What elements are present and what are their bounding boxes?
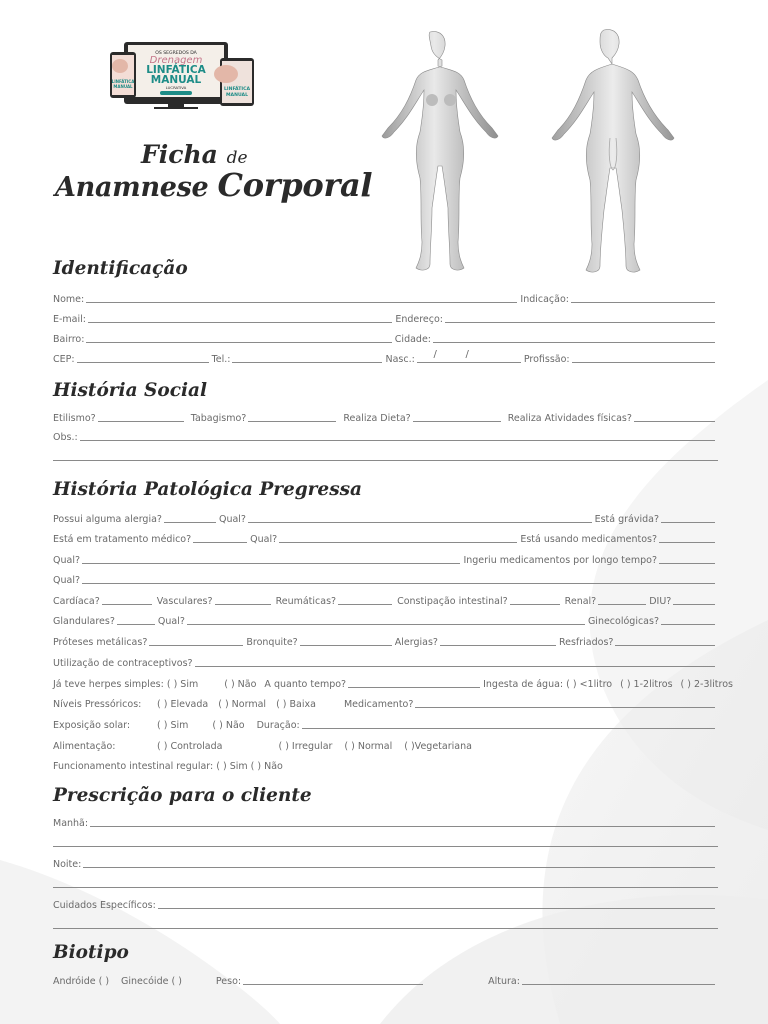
input-qual-longo[interactable] — [82, 583, 715, 584]
option-androide[interactable]: Andróide ( ) — [53, 976, 110, 987]
option-pressao-baixa[interactable]: ( ) Baixa — [276, 699, 316, 710]
label-gravida: Está grávida? — [594, 514, 659, 525]
input-nasc[interactable] — [417, 348, 521, 363]
input-alergia[interactable] — [164, 522, 216, 523]
label-constipacao: Constipação intestinal? — [397, 596, 508, 607]
label-etilismo: Etilismo? — [53, 413, 96, 424]
input-endereco[interactable] — [445, 322, 715, 323]
input-bronquite[interactable] — [300, 645, 392, 646]
input-alergia-qual[interactable] — [248, 522, 592, 523]
row-medicamento-qual — [53, 552, 718, 566]
section-identificacao: Identificação — [53, 258, 188, 279]
input-cardiaca[interactable] — [102, 604, 152, 605]
label-renal: Renal? — [564, 596, 597, 607]
option-ginecoide[interactable]: Ginecóide ( ) — [121, 976, 182, 987]
label-qual-longo: Qual? — [53, 575, 81, 586]
input-renal[interactable] — [598, 604, 646, 605]
label-altura: Altura: — [488, 976, 520, 987]
product-logo — [108, 40, 258, 110]
input-tratamento[interactable] — [193, 542, 247, 543]
row-habitos — [53, 410, 718, 424]
row-proteses — [53, 634, 718, 648]
input-medicamento-qual[interactable] — [82, 563, 460, 564]
section-historia-patologica: História Patológica Pregressa — [53, 479, 363, 500]
title-anamnese: Anamnese — [55, 172, 209, 203]
input-constipacao[interactable] — [510, 604, 560, 605]
label-alimentacao: Alimentação: — [53, 741, 116, 752]
option-alimentacao-irregular[interactable]: ( ) Irregular — [278, 741, 333, 752]
cuidados-extra-line[interactable] — [53, 928, 718, 929]
label-duracao: Duração: — [256, 720, 300, 731]
section-biotipo: Biotipo — [53, 942, 129, 963]
input-reumaticas[interactable] — [338, 604, 392, 605]
label-cep: CEP: — [53, 354, 75, 365]
label-glandulares-qual: Qual? — [157, 616, 185, 627]
input-glandulares[interactable] — [117, 624, 155, 625]
input-nome[interactable] — [86, 302, 517, 303]
label-ingeriu: Ingeriu medicamentos por longo tempo? — [463, 555, 657, 566]
row-doencas — [53, 593, 718, 607]
input-profissao[interactable] — [572, 362, 715, 363]
label-bronquite: Bronquite? — [246, 637, 298, 648]
label-peso: Peso: — [215, 976, 242, 987]
input-usando-med[interactable] — [659, 542, 715, 543]
label-alergia: Possui alguma alergia? — [53, 514, 162, 525]
manha-extra-line[interactable] — [53, 846, 718, 847]
input-proteses[interactable] — [149, 645, 243, 646]
option-herpes-nao[interactable]: ( ) Não — [224, 679, 257, 690]
date-separator-1: / — [433, 349, 437, 360]
input-obs[interactable] — [80, 440, 715, 441]
label-alergias: Alergias? — [394, 637, 438, 648]
option-pressao-elevada[interactable]: ( ) Elevada — [157, 699, 209, 710]
label-cuidados: Cuidados Específicos: — [53, 900, 156, 911]
label-noite: Noite: — [53, 859, 82, 870]
label-contraceptivos: Utilização de contraceptivos? — [53, 658, 193, 669]
label-cardiaca: Cardíaca? — [53, 596, 100, 607]
label-diu: DIU? — [649, 596, 672, 607]
row-email — [53, 311, 718, 325]
row-tratamento — [53, 531, 718, 545]
label-cidade: Cidade: — [394, 334, 431, 345]
option-agua-menos-1[interactable]: Ingesta de água: ( ) <1litro — [483, 679, 613, 690]
row-obs — [53, 429, 718, 443]
label-medicamento-qual: Qual? — [53, 555, 81, 566]
row-pressoricos — [53, 696, 718, 710]
date-separator-2: / — [465, 349, 469, 360]
input-manha[interactable] — [90, 826, 715, 827]
logo-caption: OS SEGREDOS DA — [155, 51, 197, 56]
svg-text:MANUAL: MANUAL — [225, 93, 249, 98]
body-front-figure — [352, 28, 522, 278]
input-glandulares-qual[interactable] — [187, 624, 585, 625]
input-tratamento-qual[interactable] — [279, 542, 517, 543]
label-glandulares: Glandulares? — [53, 616, 115, 627]
row-intestinal — [53, 758, 718, 772]
option-agua-2-3[interactable]: ( ) 2-3litros — [680, 679, 733, 690]
label-vasculares: Vasculares? — [156, 596, 213, 607]
label-proteses: Próteses metálicas? — [53, 637, 148, 648]
label-tel: Tel.: — [211, 354, 231, 365]
input-atividades[interactable] — [634, 421, 715, 422]
input-ginecologicas[interactable] — [661, 624, 715, 625]
label-medicamento: Medicamento? — [343, 699, 414, 710]
input-etilismo[interactable] — [98, 421, 184, 422]
section-prescricao: Prescrição para o cliente — [53, 785, 312, 806]
input-vasculares[interactable] — [215, 604, 271, 605]
label-nome: Nome: — [53, 294, 85, 305]
input-email[interactable] — [88, 322, 392, 323]
row-cep — [53, 351, 718, 365]
label-resfriados: Resfriados? — [558, 637, 614, 648]
input-medicamento[interactable] — [415, 707, 715, 708]
row-bairro — [53, 331, 718, 345]
row-noite — [53, 856, 718, 870]
label-bairro: Bairro: — [53, 334, 85, 345]
row-glandulares — [53, 613, 718, 627]
input-tabagismo[interactable] — [248, 421, 336, 422]
label-tratamento-qual: Qual? — [250, 534, 278, 545]
input-cidade[interactable] — [433, 342, 715, 343]
option-alimentacao-normal[interactable]: ( ) Normal — [344, 741, 393, 752]
label-profissao: Profissão: — [523, 354, 570, 365]
option-agua-1-2[interactable]: ( ) 1-2litros — [620, 679, 673, 690]
svg-text:MANUAL: MANUAL — [113, 84, 133, 89]
label-tabagismo: Tabagismo? — [190, 413, 247, 424]
title-de: de — [226, 148, 248, 168]
input-bairro[interactable] — [86, 342, 391, 343]
noite-extra-line[interactable] — [53, 887, 718, 888]
label-exposicao: Exposição solar: — [53, 720, 131, 731]
input-tel[interactable] — [232, 362, 382, 363]
input-gravida[interactable] — [661, 522, 715, 523]
input-resfriados[interactable] — [615, 645, 715, 646]
option-pressao-normal[interactable]: ( ) Normal — [218, 699, 267, 710]
input-cep[interactable] — [77, 362, 209, 363]
label-usando-med: Está usando medicamentos? — [520, 534, 657, 545]
row-herpes — [53, 676, 733, 690]
input-quanto-tempo[interactable] — [348, 687, 480, 688]
input-indicacao[interactable] — [571, 302, 715, 303]
label-pressoricos: Níveis Pressóricos: — [53, 699, 142, 710]
label-indicacao: Indicação: — [520, 294, 569, 305]
title-corporal: Corporal — [217, 166, 373, 204]
input-dieta[interactable] — [413, 421, 501, 422]
label-email: E-mail: — [53, 314, 86, 325]
svg-text:LINFÁTICA: LINFÁTICA — [111, 79, 135, 84]
label-manha: Manhã: — [53, 818, 89, 829]
input-ingeriu[interactable] — [659, 563, 715, 564]
input-alergias[interactable] — [440, 645, 556, 646]
input-diu[interactable] — [673, 604, 715, 605]
label-obs: Obs.: — [53, 432, 78, 443]
row-cuidados — [53, 897, 718, 911]
option-exposicao-nao[interactable]: ( ) Não — [212, 720, 245, 731]
input-altura[interactable] — [522, 984, 715, 985]
label-endereco: Endereço: — [395, 314, 443, 325]
label-nasc: Nasc.: — [385, 354, 415, 365]
label-alergia-qual: Qual? — [218, 514, 246, 525]
logo-title-1: LINFÁTICA — [146, 64, 206, 76]
option-alimentacao-vegetariana[interactable]: ( )Vegetariana — [404, 741, 472, 752]
option-exposicao-sim[interactable]: ( ) Sim — [157, 720, 189, 731]
row-exposicao — [53, 717, 718, 731]
label-quanto-tempo: A quanto tempo? — [264, 679, 347, 690]
row-qual-longo — [53, 572, 718, 586]
label-intestinal[interactable]: Funcionamento intestinal regular: ( ) Sim ( ) Não — [53, 761, 283, 772]
option-alimentacao-controlada[interactable]: ( ) Controlada — [157, 741, 223, 752]
input-peso[interactable] — [243, 984, 423, 985]
input-duracao[interactable] — [302, 728, 715, 729]
logo-script: Drenagem — [149, 55, 203, 66]
row-nome — [53, 291, 718, 305]
row-biotipo — [53, 973, 718, 987]
row-manha — [53, 815, 718, 829]
title-ficha: Ficha — [141, 140, 218, 169]
obs-extra-line[interactable] — [53, 460, 718, 461]
label-ginecologicas: Ginecológicas? — [587, 616, 659, 627]
option-herpes-sim[interactable]: Já teve herpes simples: ( ) Sim — [53, 679, 199, 690]
row-contraceptivos — [53, 655, 718, 669]
logo-subtitle: LUCRATIVA — [165, 85, 187, 90]
label-atividades: Realiza Atividades físicas? — [507, 413, 632, 424]
svg-text:LINFÁTICA: LINFÁTICA — [223, 87, 251, 92]
input-noite[interactable] — [83, 867, 715, 868]
logo-title-2: MANUAL — [150, 74, 202, 86]
body-back-figure — [522, 28, 692, 278]
label-tratamento: Está em tratamento médico? — [53, 534, 192, 545]
label-dieta: Realiza Dieta? — [343, 413, 411, 424]
section-historia-social: História Social — [53, 380, 208, 401]
row-alimentacao — [53, 738, 718, 752]
input-cuidados[interactable] — [158, 908, 715, 909]
input-contraceptivos[interactable] — [195, 666, 715, 667]
label-reumaticas: Reumáticas? — [275, 596, 337, 607]
row-alergia — [53, 511, 718, 525]
